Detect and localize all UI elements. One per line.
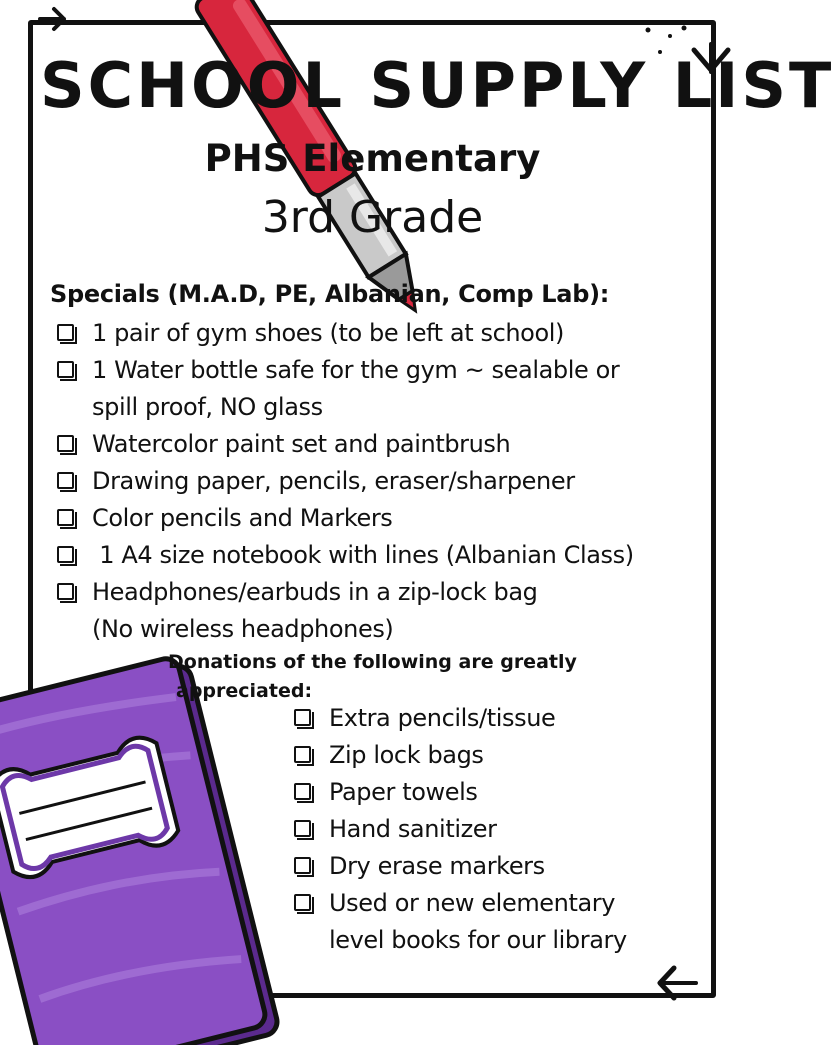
list-item (292, 885, 627, 959)
school-name: PHS Elementary (204, 137, 541, 180)
item-text: Color pencils and Markers (92, 504, 393, 532)
list-item (292, 700, 627, 737)
item-text: Paper towels (329, 778, 478, 806)
checkbox-icon[interactable] (57, 435, 74, 452)
checkbox-icon[interactable] (294, 857, 311, 874)
donations-heading-line1: Donations of the following are greatly (168, 651, 577, 673)
checkbox-icon[interactable] (294, 894, 311, 911)
item-text: 1 A4 size notebook with lines (Albanian Class) (92, 541, 634, 569)
checkbox-icon[interactable] (57, 509, 74, 526)
specials-checklist (55, 315, 634, 648)
list-item (55, 315, 634, 352)
grade-label: 3rd Grade (261, 192, 484, 243)
item-text-continued: level books for our library (329, 926, 627, 954)
donations-heading (168, 648, 638, 706)
item-text: Zip lock bags (329, 741, 484, 769)
list-item (55, 352, 634, 426)
page-title: SCHOOL SUPPLY LIST (40, 49, 834, 122)
donations-heading-line2: appreciated: (176, 680, 313, 702)
checkbox-icon[interactable] (57, 324, 74, 341)
list-item (55, 463, 634, 500)
donations-checklist (292, 700, 627, 959)
item-text: Headphones/earbuds in a zip-lock bag (92, 578, 538, 606)
item-text: Extra pencils/tissue (329, 704, 556, 732)
item-text: Used or new elementary (329, 889, 616, 917)
item-text: Drawing paper, pencils, eraser/sharpener (92, 467, 575, 495)
list-item (55, 426, 634, 463)
item-text: Dry erase markers (329, 852, 545, 880)
checkbox-icon[interactable] (57, 583, 74, 600)
list-item (292, 774, 627, 811)
checkbox-icon[interactable] (57, 546, 74, 563)
item-text-continued: (No wireless headphones) (92, 615, 394, 643)
checkbox-icon[interactable] (294, 783, 311, 800)
specials-heading: Specials (M.A.D, PE, Albanian, Comp Lab): (50, 280, 610, 308)
checkbox-icon[interactable] (57, 472, 74, 489)
checkbox-icon[interactable] (294, 709, 311, 726)
item-text: Hand sanitizer (329, 815, 497, 843)
checkbox-icon[interactable] (294, 746, 311, 763)
checkbox-icon[interactable] (57, 361, 74, 378)
list-item (292, 811, 627, 848)
bottom-right-arrow-icon (652, 960, 704, 1006)
list-item (292, 737, 627, 774)
list-item (55, 574, 634, 648)
checkbox-icon[interactable] (294, 820, 311, 837)
item-text: 1 pair of gym shoes (to be left at school) (92, 319, 564, 347)
item-text-continued: spill proof, NO glass (92, 393, 323, 421)
list-item (292, 848, 627, 885)
item-text: Watercolor paint set and paintbrush (92, 430, 511, 458)
list-item (55, 500, 634, 537)
item-text: 1 Water bottle safe for the gym ~ sealable or (92, 356, 620, 384)
list-item (55, 537, 634, 574)
